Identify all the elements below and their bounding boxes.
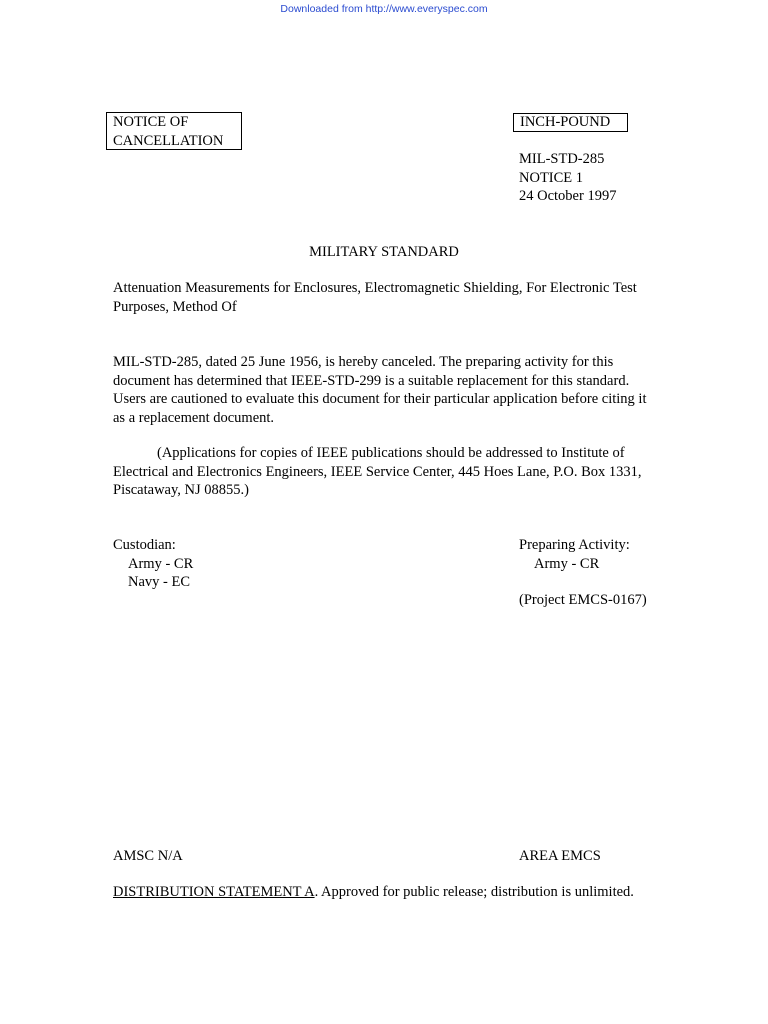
preparing-activity-label: Preparing Activity: [519, 537, 630, 553]
notice-box-line1: NOTICE OF [113, 114, 189, 130]
preparing-activity-block [519, 536, 630, 573]
notice-date: 24 October 1997 [519, 188, 617, 204]
download-source-link[interactable]: Downloaded from http://www.everyspec.com [280, 3, 488, 15]
custodian-block [113, 536, 193, 592]
area-code: AREA EMCS [519, 848, 601, 864]
document-subject: Attenuation Measurements for Enclosures, Electromagnetic Shielding, For Electronic Test Purposes, Method Of [113, 280, 637, 315]
document-identifier [519, 150, 616, 206]
inch-pound-box: INCH-POUND [513, 113, 628, 132]
notice-box-line2: CANCELLATION [113, 133, 224, 149]
amsc-code: AMSC N/A [113, 848, 183, 864]
distribution-label: DISTRIBUTION STATEMENT A [113, 884, 315, 900]
distribution-text: . Approved for public release; distribution is unlimited. [314, 884, 634, 900]
cancellation-paragraph: MIL-STD-285, dated 25 June 1956, is hereby canceled. The preparing activity for this document has determined that IEEE-STD-299 is a suitable replacement for this standard. Users are cautioned to evaluate this document for their particular application before citing it as a replacement document. [113, 354, 647, 426]
ieee-address-paragraph: (Applications for copies of IEEE publications should be addressed to Institute of Electrical and Electronics Engineers, IEEE Service Center, 445 Hoes Lane, P.O. Box 1331, Piscataway, NJ 08855.) [113, 445, 642, 498]
preparing-activity-entry: Army - CR [534, 555, 600, 572]
notice-of-cancellation-box [106, 112, 242, 150]
custodian-label: Custodian: [113, 537, 176, 553]
standard-number: MIL-STD-285 [519, 151, 605, 167]
custodian-entry: Navy - EC [128, 574, 191, 590]
page-title: MILITARY STANDARD [309, 244, 459, 260]
project-number: (Project EMCS-0167) [519, 592, 647, 608]
custodian-entry: Army - CR [128, 555, 194, 572]
distribution-statement [113, 883, 658, 902]
notice-number: NOTICE 1 [519, 169, 584, 186]
